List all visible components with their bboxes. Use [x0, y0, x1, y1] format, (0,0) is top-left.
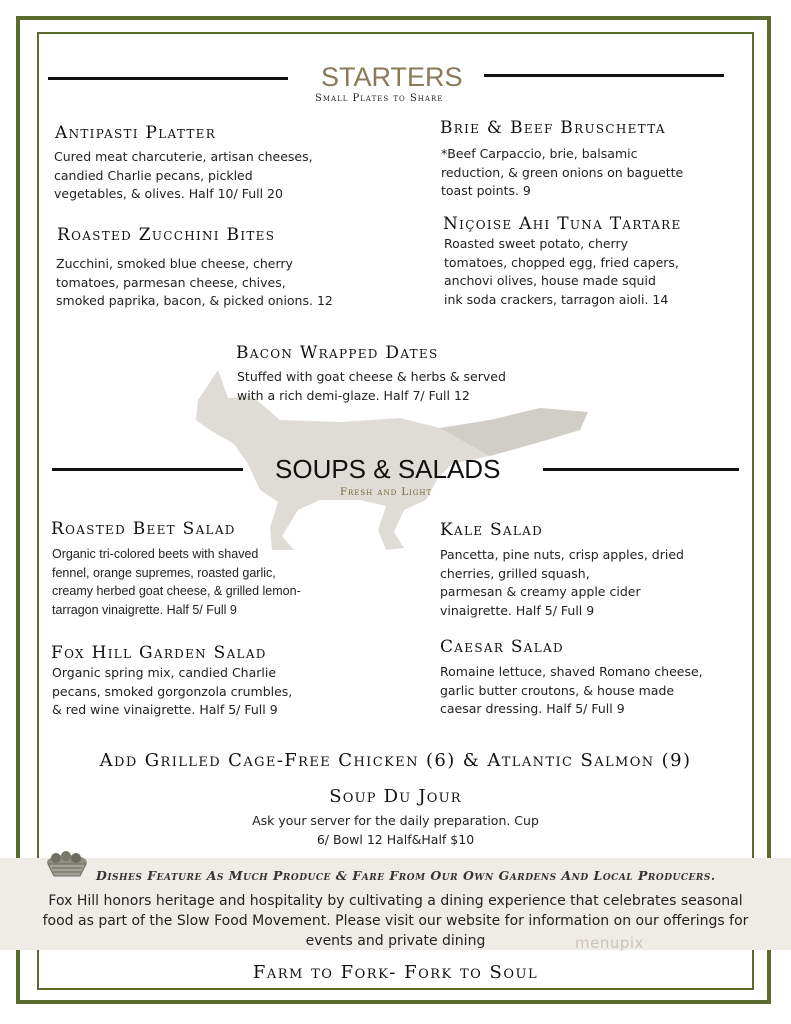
dish-desc-zucchini-bites: Zucchini, smoked blue cheese, cherry tomatoes, parmesan cheese, chives, smoked paprika, bacon, & picked onions. 12	[56, 256, 333, 308]
soups-rule-right	[543, 468, 739, 471]
dish-desc-ahi-tartare: Roasted sweet potato, cherry tomatoes, chopped egg, fried capers, anchovi olives, house made squid ink soda crackers, tarragon aioli. 14	[444, 236, 679, 307]
starters-rule-left	[48, 77, 288, 80]
soups-salads-title: SOUPS & SALADS	[275, 454, 501, 484]
dish-desc-garden-salad: Organic spring mix, candied Charlie pecans, smoked gorgonzola crumbles, & red wine vinaigrette. Half 5/ Full 9	[52, 665, 293, 717]
soup-du-jour-name: Soup Du Jour	[329, 786, 462, 807]
soups-rule-left	[52, 468, 243, 471]
dish-name-antipasti: Antipasti Platter	[55, 123, 217, 143]
banner-heading: Dishes Feature As Much Produce & Fare From Our Own Gardens And Local Producers.	[96, 868, 716, 883]
dish-desc-kale-salad: Pancetta, pine nuts, crisp apples, dried cherries, grilled squash, parmesan & creamy apple cider vinaigrette. Half 5/ Full 9	[440, 547, 684, 618]
dish-name-ahi-tartare: Niçoise Ahi Tuna Tartare	[443, 214, 682, 234]
dish-name-brie-bruschetta: Brie & Beef Bruschetta	[440, 118, 666, 138]
footer-tagline: Farm to Fork- Fork to Soul	[252, 962, 539, 983]
dish-name-bacon-dates: Bacon Wrapped Dates	[236, 343, 439, 363]
dish-name-garden-salad: Fox Hill Garden Salad	[51, 643, 267, 663]
dish-name-caesar-salad: Caesar Salad	[440, 637, 564, 657]
menupix-watermark: menupix	[575, 934, 644, 952]
soups-salads-subtitle: Fresh and Light	[340, 487, 433, 498]
dish-desc-antipasti: Cured meat charcuterie, artisan cheeses, candied Charlie pecans, pickled vegetables, & olives. Half 10/ Full 20	[54, 149, 313, 201]
starters-rule-right	[484, 74, 724, 77]
dish-desc-beet-salad: Organic tri-colored beets with shaved fennel, orange supremes, roasted garlic, creamy herbed goat cheese, & grilled lemon- tarragon vinaigrette. Half 5/ Full 9	[52, 547, 301, 617]
dish-desc-caesar-salad: Romaine lettuce, shaved Romano cheese, garlic butter croutons, & house made caesar dressing. Half 5/ Full 9	[440, 664, 703, 716]
starters-title: STARTERS	[321, 62, 463, 92]
dish-name-kale-salad: Kale Salad	[440, 520, 544, 540]
dish-name-beet-salad: Roasted Beet Salad	[51, 519, 236, 539]
protein-addon-line: Add Grilled Cage-Free Chicken (6) & Atlantic Salmon (9)	[99, 750, 692, 771]
banner-text: Fox Hill honors heritage and hospitality by cultivating a dining experience that celebrates seasonal food as part of the Slow Food Movement. Please visit our website for information on our offerings for events and private dining	[42, 893, 749, 949]
soup-du-jour-desc: Ask your server for the daily preparation. Cup 6/ Bowl 12 Half&Half $10	[252, 813, 539, 847]
produce-basket-icon	[42, 850, 92, 878]
dish-desc-bacon-dates: Stuffed with goat cheese & herbs & served with a rich demi-glaze. Half 7/ Full 12	[237, 369, 506, 403]
dish-name-zucchini-bites: Roasted Zucchini Bites	[57, 225, 276, 245]
starters-subtitle: Small Plates to Share	[315, 93, 444, 104]
dish-desc-brie-bruschetta: *Beef Carpaccio, brie, balsamic reduction, & green onions on baguette toast points. 9	[441, 146, 684, 198]
